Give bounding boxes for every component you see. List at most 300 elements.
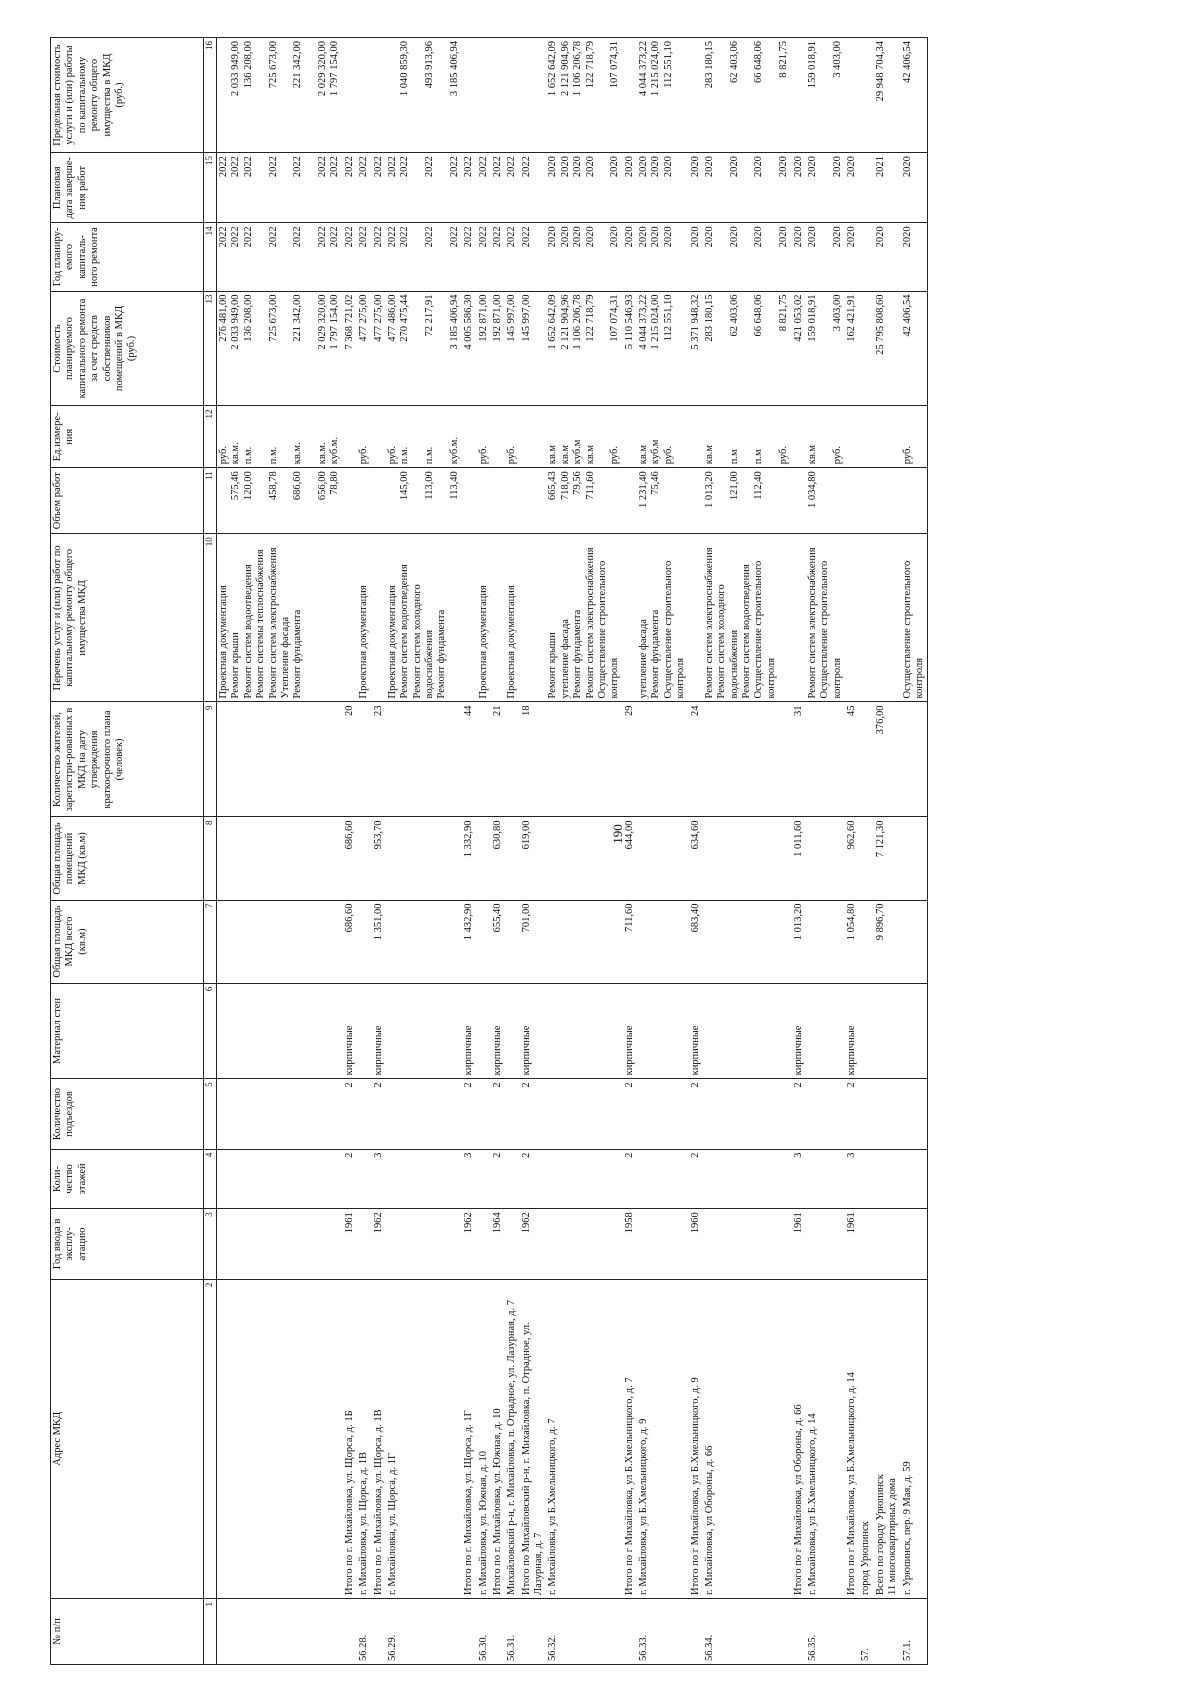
table-cell [874,534,901,702]
table-cell: Итого по Михайловский р-н, г. Михайловка, п. Отрадное, ул. Лазурная, д. 7 [520,1279,547,1598]
table-cell: Ремонт крыши утепление фасада Ремонт фундамента Ремонт систем электроснабжения Осуществление строительного контроля [546,534,622,702]
table-cell: 1962 [462,1209,476,1279]
table-cell: 2021 [874,153,901,223]
table-cell [491,1598,505,1664]
column-number: 12 [204,406,217,468]
table-row [845,38,859,1665]
table-cell: 159 018,91 3 403,00 [806,291,845,406]
table-cell: Осуществление строительного контроля [901,534,928,702]
table-cell [546,900,622,983]
table-row [792,38,806,1665]
table-row [901,38,928,1665]
table-cell [859,291,873,406]
column-number: 6 [204,983,217,1079]
table-cell [806,983,845,1079]
table-row [505,38,519,1665]
table-row [386,38,462,1665]
table-cell [792,1598,806,1664]
table-cell: 2 [623,1149,637,1209]
table-cell [357,1209,371,1279]
table-cell [372,38,386,153]
table-cell [859,900,873,983]
column-header: Общая площадь помещений МКД (кв.м) [51,817,204,900]
column-number: 10 [204,534,217,702]
table-cell [874,1079,901,1149]
table-cell: 1 013,20 [792,900,806,983]
table-cell [637,983,689,1079]
table-cell [901,1209,928,1279]
table-cell: 9 896,70 [874,900,901,983]
table-cell: Итого по г. Михайловка, ул. Щорса, д. 1Б [343,1279,357,1598]
table-cell [637,817,689,900]
column-header: Количество жителей, зарегистри-рованных в МКД на дату утверждения краткосрочного плана (человек) [51,702,204,817]
table-cell [637,1209,689,1279]
table-cell: 2 [792,1079,806,1149]
column-number: 7 [204,900,217,983]
table-cell [491,468,505,534]
table-cell [637,1149,689,1209]
table-cell: 1962 [520,1209,547,1279]
table-cell: 2022 [491,223,505,291]
table-cell: 2020 2020 [806,223,845,291]
table-cell: 644,00 [623,817,637,900]
table-cell [806,900,845,983]
table-cell: 2 [372,1079,386,1149]
table-cell [505,702,519,817]
column-header: № п/п [51,1598,204,1664]
table-cell: г. Михайловка, ул Б.Хмельницкого, д. 9 [637,1279,689,1598]
repair-plan-table [50,37,928,1665]
table-cell: 2020 2020 2020 [637,153,689,223]
table-cell: 145,00 113,00 113,40 [386,468,462,534]
table-cell [792,534,806,702]
table-cell [703,1079,792,1149]
table-cell: 1961 [792,1209,806,1279]
table-cell: кирпичные [343,983,357,1079]
table-cell [372,534,386,702]
table-cell: кирпичные [491,983,505,1079]
table-cell [859,1079,873,1149]
column-header: Предельная стоимость услуги и (или) работы по капитальному ремонту общего имущества в МКД (руб.) [51,38,204,153]
table-cell [505,817,519,900]
table-cell: 683,40 [689,900,703,983]
table-cell: 477 275,00 [357,291,371,406]
table-cell: Всего по городу Урюпинск 11 многоквартирных дома [874,1279,901,1598]
table-cell [845,1598,859,1664]
table-cell [874,983,901,1079]
table-cell [845,38,859,153]
table-cell: 2022 [491,153,505,223]
column-header: Материал стен [51,983,204,1079]
table-cell: 3 [845,1149,859,1209]
table-cell: 2022 [520,153,547,223]
table-cell [874,1209,901,1279]
table-cell [874,1149,901,1209]
table-cell [637,900,689,983]
table-cell: 962,60 [845,817,859,900]
table-cell [845,406,859,468]
table-cell: 2022 [462,153,476,223]
table-row [372,38,386,1665]
table-row [520,38,547,1665]
table-cell [703,817,792,900]
table-cell [874,406,901,468]
table-cell: 1 013,20 121,00 112,40 [703,468,792,534]
table-cell [386,817,462,900]
table-cell [372,1598,386,1664]
column-number: 11 [204,468,217,534]
table-cell [703,702,792,817]
table-cell [386,702,462,817]
column-header: Ед.измере-ния [51,406,204,468]
table-cell: Проектная документация [505,534,519,702]
table-cell [859,983,873,1079]
table-cell: 2 [623,1079,637,1149]
table-cell: г. Михайловка, ул. Щорса, д. 1Г [386,1279,462,1598]
table-cell [703,1209,792,1279]
table-cell: Михайловский р-н, г. Михайловка, п. Отрадное, ул. Лазурная, д. 7 [505,1279,519,1598]
column-header: Год планиру-емого капиталь-ного ремонта [51,223,204,291]
table-cell: 162 421,91 [845,291,859,406]
table-cell: 665,43 718,00 79,56 711,60 [546,468,622,534]
table-cell: 2022 [372,223,386,291]
table-cell [623,534,637,702]
table-row [874,38,901,1665]
table-cell: 56.32. [546,1598,622,1664]
table-cell: кирпичные [689,983,703,1079]
table-cell [462,406,476,468]
table-cell [217,817,343,900]
table-cell [859,817,873,900]
table-cell: руб. [477,406,491,468]
table-cell [505,1079,519,1149]
table-cell: 2022 2022 2022 2022 [386,223,462,291]
column-number: 8 [204,817,217,900]
table-cell: кирпичные [372,983,386,1079]
table-cell: кирпичные [623,983,637,1079]
table-cell [874,468,901,534]
column-header: Коли-чество этажей [51,1149,204,1209]
table-cell: 159 018,91 3 403,00 [806,38,845,153]
table-cell: Итого по г Михайловка, ул Б.Хмельницкого, д. 9 [689,1279,703,1598]
table-cell [845,534,859,702]
table-cell: 2020 2020 2020 [637,223,689,291]
table-cell: г. Михайловка, ул Обороны, д. 66 [703,1279,792,1598]
header-row [51,38,204,1665]
table-cell [357,702,371,817]
table-cell [357,38,371,153]
table-cell [859,1149,873,1209]
table-cell: 1961 [343,1209,357,1279]
table-cell: г. Михайловка, ул Б.Хмельницкого, д. 14 [806,1279,845,1598]
table-cell: г. Урюпинск, пер. 9 Мая, д. 59 [901,1279,928,1598]
table-cell: 1 231,40 75,46 [637,468,689,534]
table-cell [477,1149,491,1209]
table-cell: 7 368 721,02 [343,291,357,406]
table-cell: 2022 [357,223,371,291]
table-cell: 2 [845,1079,859,1149]
table-cell [343,406,357,468]
table-cell: 1 034,80 [806,468,845,534]
table-cell: кв.м куб.м руб. [637,406,689,468]
column-header: Общая площадь МКД всего (кв.м) [51,900,204,983]
table-cell: 145 997,00 [505,291,519,406]
table-cell [505,983,519,1079]
table-cell [546,702,622,817]
table-cell [623,38,637,153]
table-cell [491,406,505,468]
table-cell: 57. [859,1598,873,1664]
table-row [546,38,622,1665]
table-cell: 2020 2020 2020 2020 2020 [546,153,622,223]
table-cell [357,983,371,1079]
table-cell [689,1598,703,1664]
column-number: 4 [204,1149,217,1209]
table-cell: 1964 [491,1209,505,1279]
table-cell [217,702,343,817]
table-cell [859,702,873,817]
table-cell: 2 [343,1079,357,1149]
table-cell: кв.м кв.м куб.м кв.м руб. [546,406,622,468]
table-cell: 2020 [874,223,901,291]
table-cell: 376,00 [874,702,901,817]
table-cell [901,468,928,534]
table-cell: 575,46 120,00 458,78 686,60 656,00 78,80 [217,468,343,534]
table-cell: кирпичные [845,983,859,1079]
table-cell [386,983,462,1079]
column-header: Количество подъездов [51,1079,204,1149]
column-number: 9 [204,702,217,817]
table-cell [505,1209,519,1279]
table-cell: 24 [689,702,703,817]
table-cell: 2020 2020 2020 2020 2020 [546,223,622,291]
table-cell: руб. [357,406,371,468]
table-cell [357,468,371,534]
table-cell [806,1079,845,1149]
table-cell: 2022 [343,223,357,291]
table-cell [386,1209,462,1279]
table-row [357,38,371,1665]
table-cell: 2 033 949,00 136 208,00 725 673,00 221 342,00 2 029 320,00 1 797 154,00 [217,38,343,153]
table-cell: 283 180,15 62 403,06 66 648,06 8 821,75 [703,38,792,153]
table-cell: Ремонт систем электроснабжения Ремонт систем холодного водоснабжения Ремонт систем водоотведения Осуществление строительного контроля [703,534,792,702]
table-cell [792,468,806,534]
table-cell: 477 275,00 [372,291,386,406]
table-cell [357,817,371,900]
table-cell [357,1149,371,1209]
table-cell [386,1079,462,1149]
table-cell [689,38,703,153]
column-header: Объем работ [51,468,204,534]
table-cell [806,702,845,817]
table-cell [520,38,547,153]
table-row [462,38,476,1665]
table-cell [477,1079,491,1149]
table-cell [859,1209,873,1279]
table-cell: 56.33. [637,1598,689,1664]
table-cell: 42 406,54 [901,38,928,153]
table-cell [477,468,491,534]
table-cell: руб. п.м. п.м. куб.м. [386,406,462,468]
column-number: 14 [204,223,217,291]
table-cell: 4 005 586,30 [462,291,476,406]
table-cell [477,983,491,1079]
table-cell: Проектная документация Ремонт систем водоотведения Ремонт систем холодного водоснабжения Ремонт фундамента [386,534,462,702]
table-cell [462,38,476,153]
table-cell: 1961 [845,1209,859,1279]
table-cell: 2022 [462,223,476,291]
table-cell [357,900,371,983]
table-cell [901,817,928,900]
table-cell: кирпичные [462,983,476,1079]
table-row [343,38,357,1665]
table-cell: г. Михайловка, ул. Южная, д. 10 [477,1279,491,1598]
table-cell [623,1598,637,1664]
table-cell: 655,40 [491,900,505,983]
table-cell [546,1079,622,1149]
table-cell: 5 110 546,93 [623,291,637,406]
table-cell: руб. [901,406,928,468]
table-cell [637,702,689,817]
table-cell: 2020 [689,223,703,291]
table-cell [520,468,547,534]
table-cell: 2020 [689,153,703,223]
table-cell: 2 [520,1149,547,1209]
table-cell: Итого по г Михайловка, ул Б.Хмельницкого, д. 14 [845,1279,859,1598]
table-cell: 686,60 [343,817,357,900]
table-cell [372,468,386,534]
table-cell [491,534,505,702]
table-cell [477,900,491,983]
column-number-row [204,38,217,1665]
table-cell: 2020 2020 2020 2020 [703,153,792,223]
table-cell: кирпичные [792,983,806,1079]
column-number: 3 [204,1209,217,1279]
table-row [623,38,637,1665]
table-cell [901,702,928,817]
table-cell: 2020 2020 [806,153,845,223]
table-cell [806,1209,845,1279]
table-cell: 56.29. [386,1598,462,1664]
table-cell: 701,00 [520,900,547,983]
table-cell: 2 [462,1079,476,1149]
column-header: Перечень услуг и (или) работ по капитальному ремонту общего имущества МКД [51,534,204,702]
table-cell: 1 652 642,09 2 121 904,96 1 106 206,78 122 718,79 107 074,31 [546,38,622,153]
table-cell: 23 [372,702,386,817]
table-cell: 2022 [505,223,519,291]
table-cell [792,38,806,153]
table-cell: 2022 [477,223,491,291]
table-cell [901,1149,928,1209]
table-cell [343,1598,357,1664]
column-number: 1 [204,1598,217,1664]
table-cell [703,900,792,983]
table-cell [217,1149,343,1209]
table-cell: 3 [372,1149,386,1209]
table-cell: 2022 [505,153,519,223]
table-cell [217,1279,343,1598]
table-cell: 2020 [792,223,806,291]
table-cell: 192 871,00 [491,291,505,406]
table-cell: 1 011,60 [792,817,806,900]
table-cell [689,406,703,468]
page-number: 190 [609,824,625,844]
table-cell [505,900,519,983]
table-cell: 1 351,00 [372,900,386,983]
table-cell [357,1079,371,1149]
table-cell [546,983,622,1079]
column-number: 5 [204,1079,217,1149]
table-cell [217,1079,343,1149]
table-cell: 1 432,90 [462,900,476,983]
table-row [859,38,873,1665]
table-cell: 21 [491,702,505,817]
table-cell [901,900,928,983]
table-cell: 1 332,90 [462,817,476,900]
table-cell: 2 [491,1149,505,1209]
table-cell: 2022 [520,223,547,291]
table-cell [462,534,476,702]
table-cell [477,1209,491,1279]
table-row [491,38,505,1665]
table-cell: 31 [792,702,806,817]
table-cell: Ремонт систем электроснабжения Осуществление строительного контроля [806,534,845,702]
table-cell [901,1079,928,1149]
table-cell: 2 [689,1149,703,1209]
table-cell: 3 [792,1149,806,1209]
column-number: 15 [204,153,217,223]
table-cell [703,1149,792,1209]
table-row [217,38,343,1665]
table-cell [689,534,703,702]
table-row [806,38,845,1665]
table-cell: 44 [462,702,476,817]
table-cell: 283 180,15 62 403,06 66 648,06 8 821,75 [703,291,792,406]
table-cell [217,1598,343,1664]
table-cell: 2 [689,1079,703,1149]
table-cell: 56.28. [357,1598,371,1664]
table-cell [520,1598,547,1664]
table-cell [845,468,859,534]
table-cell [546,817,622,900]
table-cell [343,534,357,702]
table-cell [874,1598,901,1664]
table-cell [372,406,386,468]
table-cell: кв.м п.м п.м руб. [703,406,792,468]
table-cell: 953,70 [372,817,386,900]
table-cell [477,38,491,153]
table-cell [859,468,873,534]
table-cell [859,153,873,223]
table-cell: 18 [520,702,547,817]
table-cell [505,1149,519,1209]
table-cell: руб. [505,406,519,468]
table-body [217,38,928,1665]
table-cell [859,223,873,291]
table-cell [623,468,637,534]
table-cell: утепление фасада Ремонт фундамента Осуществление строительного контроля [637,534,689,702]
table-cell: Проектная документация Ремонт крыши Ремонт систем водоотведения Ремонт системы теплоснабжения Ремонт систем электроснабжения Утепление фасада Ремонт фундамента [217,534,343,702]
table-cell [217,900,343,983]
table-cell [217,1209,343,1279]
table-cell [505,38,519,153]
table-cell: 2020 [623,223,637,291]
table-cell: 2022 [477,153,491,223]
table-cell: 619,00 [520,817,547,900]
table-cell: 25 795 808,60 [874,291,901,406]
table-cell: г. Михайловка, ул. Щорса, д. 1В [357,1279,371,1598]
table-cell [806,1149,845,1209]
